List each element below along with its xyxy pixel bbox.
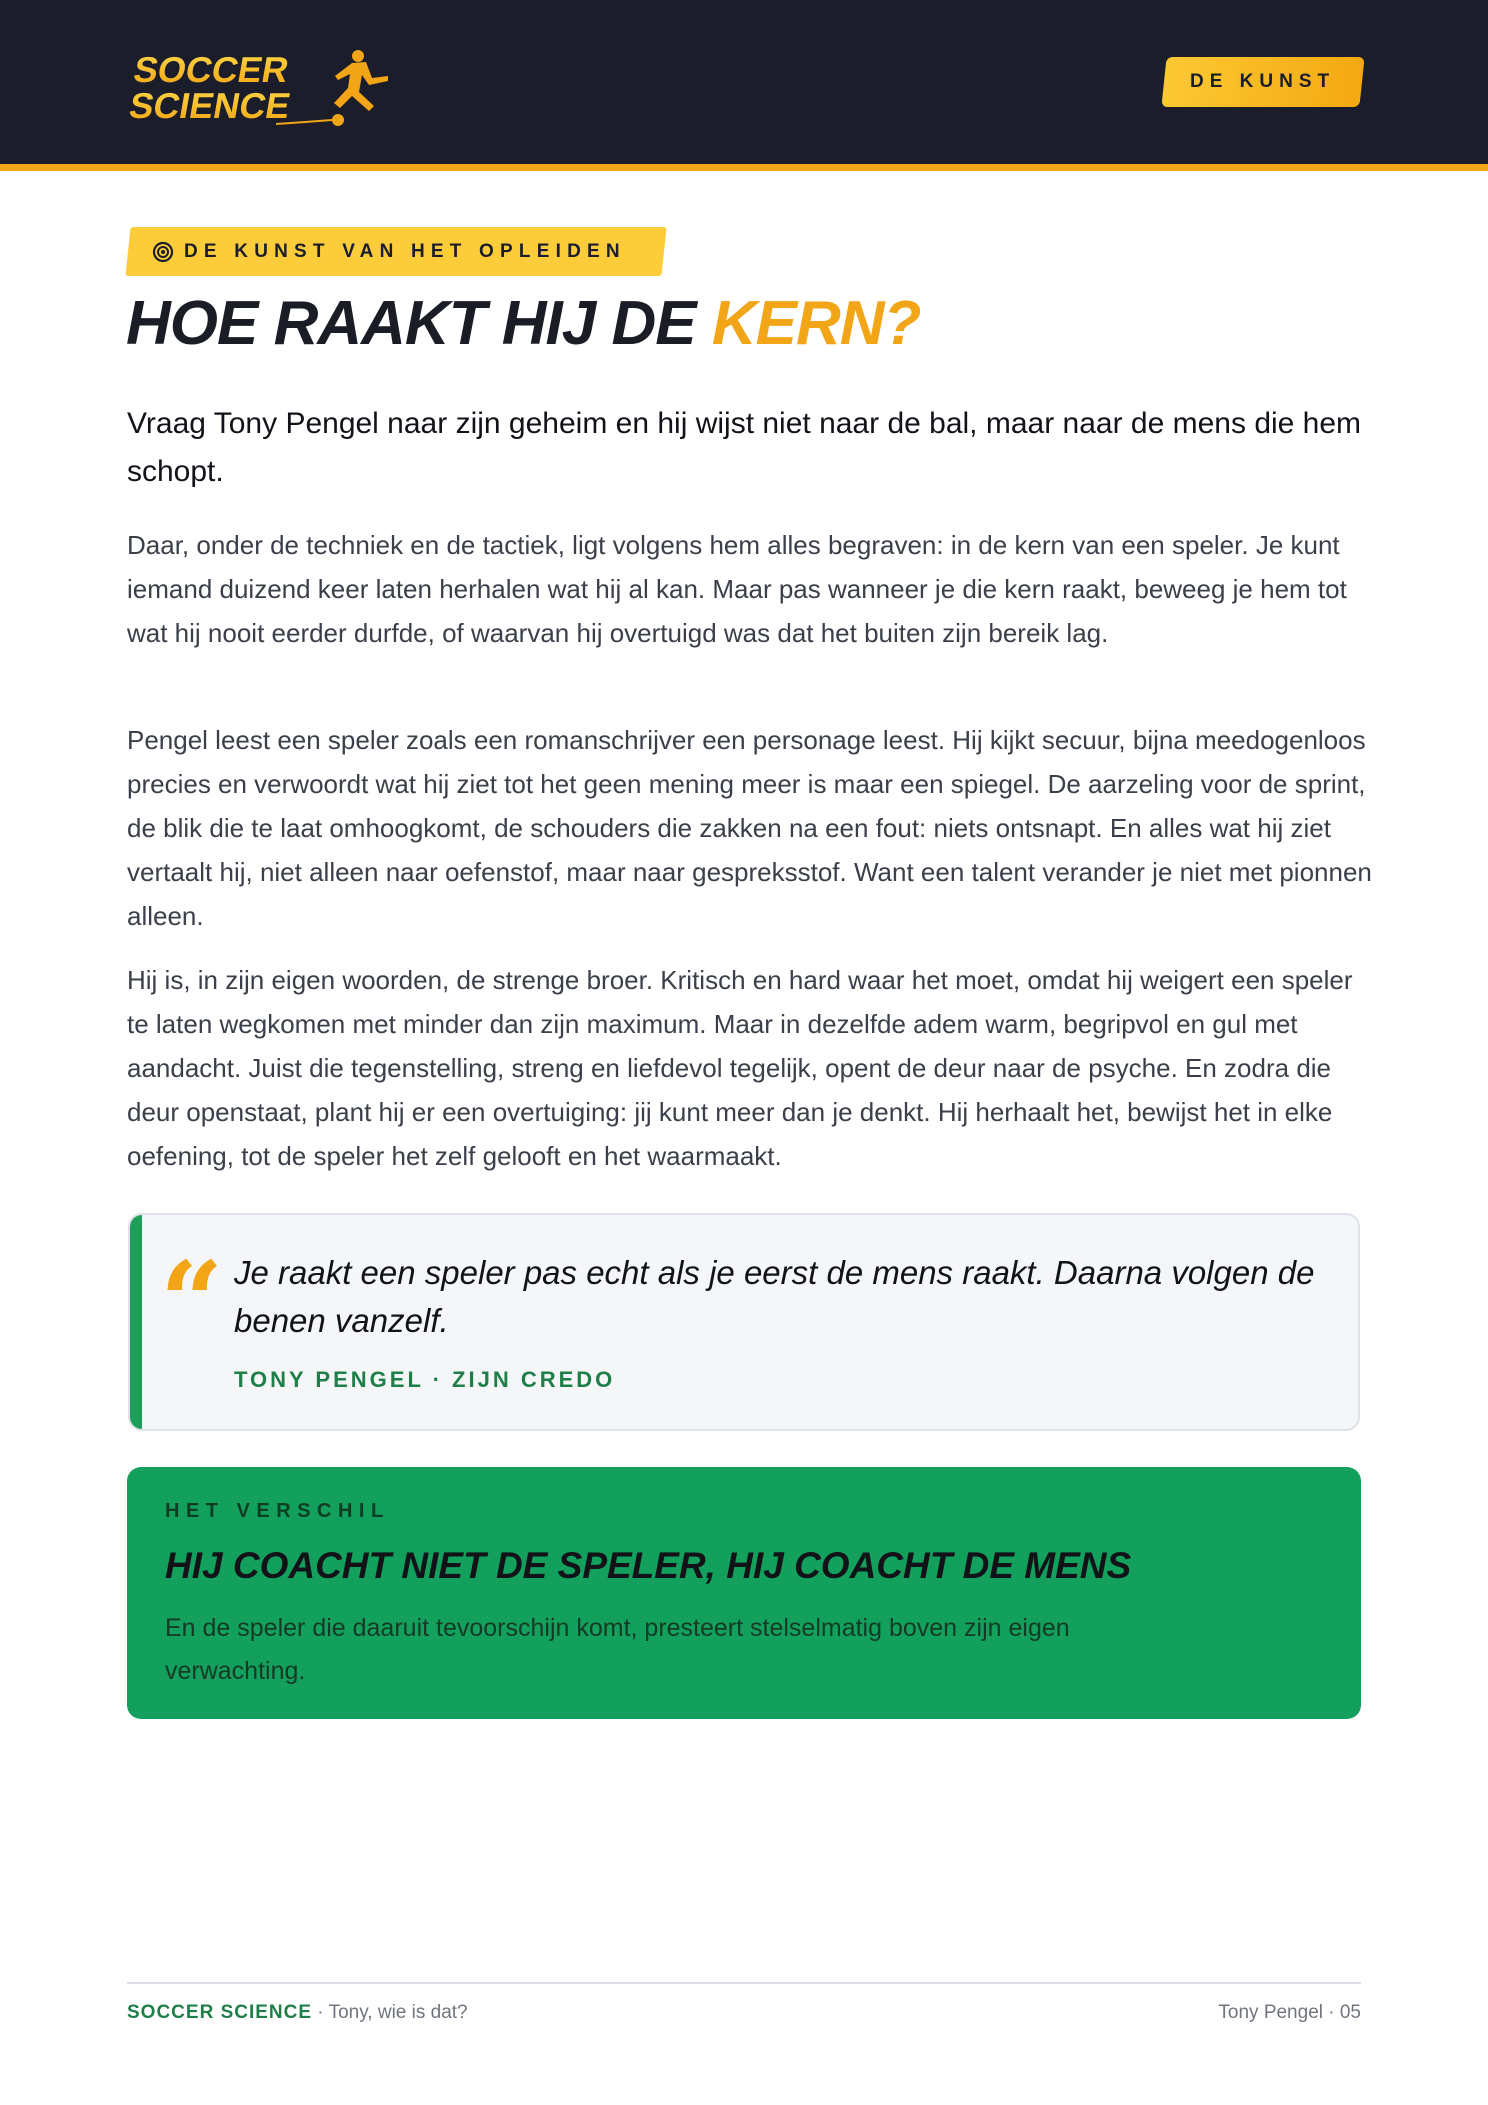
highlight-text: En de speler die daaruit tevoorschijn komt, presteert stelselmatig boven zijn eigen verwachting.: [165, 1614, 1070, 1685]
quote-attribution: TONY PENGEL · ZIJN CREDO: [234, 1367, 616, 1392]
footer-divider: [127, 1982, 1361, 1984]
footer-left: [127, 2002, 468, 2024]
highlight-title: HIJ COACHT NIET DE SPELER, HIJ COACHT DE MENS: [165, 1545, 1132, 1586]
highlight-box: [127, 1467, 1361, 1719]
page-title: [126, 286, 920, 362]
body-paragraph-1: Daar, onder de techniek en de tactiek, ligt volgens hem alles begraven: in de kern van een speler. Je kunt iemand duizend keer laten herhalen wat hij al kan. Maar pas wanneer je die kern raakt, beweeg je hem tot wat hij nooit eerder durfde, of waarvan hij overtuigd was dat het buiten zijn bereik lag.: [127, 530, 1347, 648]
footer-brand: SOCCER SCIENCE: [127, 2002, 313, 2023]
body-paragraph-3: Hij is, in zijn eigen woorden, de strenge broer. Kritisch en hard waar het moet, omdat hij weigert een speler te laten wegkomen met minder dan zijn maximum. Maar in dezelfde adem warm, begripvol en gul met aandacht. Juist die tegenstelling, streng en liefdevol tegelijk, opent de deur naar de psyche. En zodra die deur openstaat, plant hij er een overtuiging: jij kunt meer dan je denkt. Hij herhaalt het, bewijst het in elke oefening, tot de speler het zelf gelooft en het waarmaakt.: [127, 965, 1353, 1171]
pull-quote: [128, 1213, 1360, 1431]
section-tag-label: DE KUNST: [1190, 71, 1336, 92]
footer-subtitle: · Tony, wie is dat?: [312, 2002, 468, 2023]
kicker-text: DE KUNST VAN HET OPLEIDEN: [184, 240, 626, 262]
player-silhouette-icon: [332, 50, 388, 126]
highlight-label: HET VERSCHIL: [165, 1500, 390, 1522]
title-main: HOE RAAKT HIJ DE: [126, 289, 712, 358]
kicker-content: [152, 227, 626, 276]
lead-paragraph: Vraag Tony Pengel naar zijn geheim en hij wijst niet naar de bal, maar naar de mens die hem schopt.: [127, 407, 1362, 488]
svg-text:SOCCER: SOCCER: [130, 49, 292, 90]
body-paragraph-2: Pengel leest een speler zoals een romanschrijver een personage leest. Hij kijkt secuur, bijna meedogenloos precies en verwoordt wat hij ziet tot het geen mening meer is maar een spiegel. De aarzeling voor de sprint, de blik die te laat omhoogkomt, de schouders die zakken na een fout: niets ontsnapt. En alles wat hij ziet vertaalt hij, niet alleen naar oefenstof, maar naar gespreksstof. Want een talent verander je niet met pionnen alleen.: [127, 725, 1372, 931]
page-header: [0, 0, 1488, 171]
svg-text:SCIENCE: SCIENCE: [126, 85, 294, 126]
soccer-science-logo[interactable]: [126, 48, 396, 128]
section-tag[interactable]: [1161, 57, 1364, 107]
title-accent: KERN?: [711, 289, 921, 358]
quote-text: Je raakt een speler pas echt als je eerst de mens raakt. Daarna volgen de benen vanzelf.: [234, 1254, 1315, 1339]
quote-accent-bar: [130, 1215, 142, 1429]
quote-mark-icon: “: [160, 1237, 224, 1366]
target-icon: [152, 241, 174, 263]
footer-page-info: Tony Pengel · 05: [1218, 2002, 1361, 2023]
